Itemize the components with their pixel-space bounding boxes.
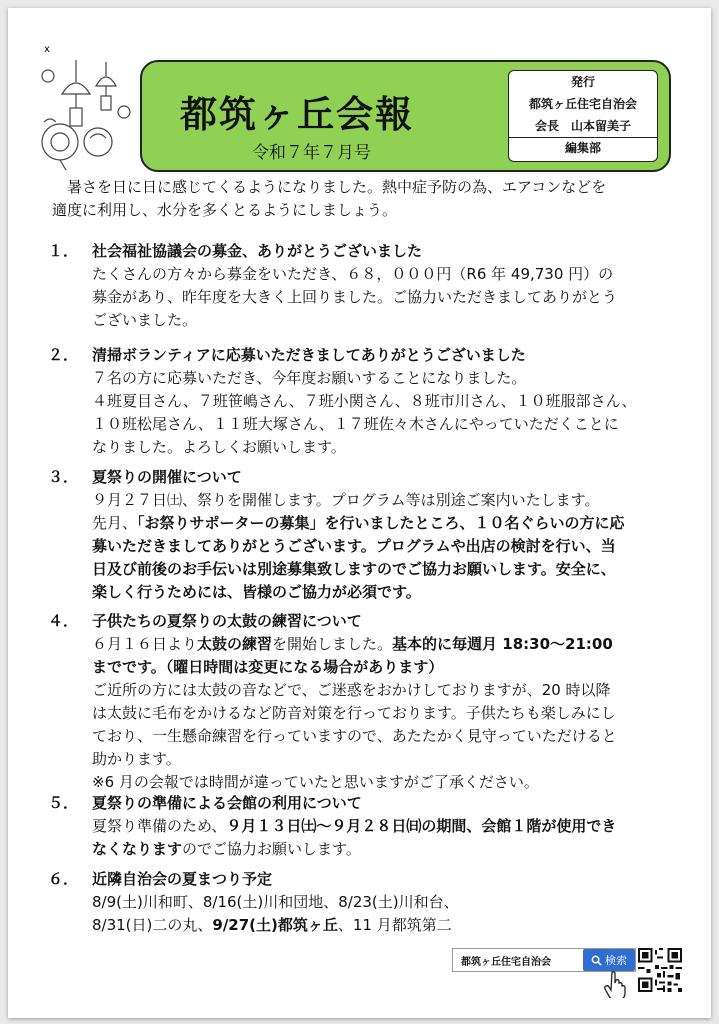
- masthead: [140, 60, 671, 172]
- section-line: [92, 914, 688, 937]
- section-line: 8/9(土)川和町、8/16(土)川和団地、8/23(土)川和台、: [92, 893, 459, 911]
- section-line: [92, 815, 688, 838]
- bold-text: 太鼓の練習: [197, 635, 273, 653]
- section-5: [48, 792, 688, 861]
- bold-text: 9/27(土)都筑ヶ丘: [212, 916, 338, 934]
- section-line: [92, 633, 688, 656]
- publisher-label: 発行: [570, 75, 595, 89]
- section-line: は太鼓に毛布をかけるなど防音対策を行っております。子供たちも楽しみにし: [92, 704, 616, 722]
- section-title: 清掃ボランティアに応募いただきましてありがとうございました: [92, 346, 526, 364]
- section-line: なりました。よろしくお願いします。: [92, 438, 346, 456]
- search-button[interactable]: [583, 949, 635, 971]
- magnifier-icon: [591, 955, 602, 966]
- issue-date: 令和７年７月号: [252, 143, 371, 163]
- section-6: [48, 868, 688, 937]
- section-line: ４班夏目さん、７班笹嶋さん、７班小関さん、８班市川さん、１０班服部さん、: [92, 392, 637, 410]
- text-run: 夏祭り準備のため、: [92, 817, 227, 835]
- section-number: ５．: [48, 794, 79, 812]
- bold-line: までです。（曜日時間は変更になる場合があります）: [92, 658, 444, 676]
- intro-line: 暑さを日に日に感じてくるようになりました。熱中症予防の為、エアコンなどを: [67, 178, 607, 196]
- section-title: 子供たちの夏祭りの太鼓の練習について: [92, 612, 362, 630]
- chair-name: 会長 山本留美子: [534, 119, 631, 133]
- text-run: 8/31(日)二の丸、: [92, 916, 213, 934]
- editor-label: 編集部: [509, 137, 657, 159]
- section-line: ９月２７日㈯、祭りを開催します。プログラム等は別途ご案内いたします。: [92, 491, 600, 509]
- newsletter-title: 都筑ヶ丘会報: [180, 93, 414, 136]
- section-number: １．: [48, 242, 79, 260]
- section-title: 夏祭りの開催について: [92, 468, 242, 486]
- bold-line: 募いただきましてありがとうございます。プログラムや出店の検討を行い、当: [92, 537, 616, 555]
- text-run: 、11 月都筑第二: [337, 916, 452, 934]
- section-line: ており、一生懸命練習を行っていますので、あたたかく見守っていただけると: [92, 727, 617, 745]
- section-line: ７名の方に応募いただき、今年度お願いすることになりました。: [92, 369, 527, 387]
- bold-text: なくなります: [92, 840, 183, 858]
- section-line: [92, 512, 688, 535]
- section-line: ございました。: [92, 311, 198, 329]
- section-line: ご近所の方には太鼓の音などで、ご迷惑をおかけしておりますが、20 時以降: [92, 681, 611, 699]
- text-run: を開始しました。: [272, 635, 393, 653]
- section-line: 助かります。: [92, 750, 181, 768]
- section-line: たくさんの方々から募金をいただき、６８，０００円（R6 年 49,730 円）の: [92, 265, 614, 283]
- newsletter-page: [8, 8, 711, 1018]
- bold-text: 「お祭りサポーターの募集」を行いましたところ、１０名ぐらいの方に応: [137, 514, 625, 532]
- section-1: [48, 240, 688, 332]
- section-title: 近隣自治会の夏まつり予定: [92, 870, 273, 888]
- wind-chime-illustration: [36, 42, 136, 172]
- section-number: ４．: [48, 612, 79, 630]
- corner-mark: x: [44, 44, 50, 55]
- bold-text: 基本的に毎週月 18:30～21:00: [392, 635, 613, 653]
- bold-line: 楽しく行うためには、皆様のご協力が必須です。: [92, 583, 421, 601]
- section-number: ２．: [48, 346, 79, 364]
- hand-pointer-icon: [604, 970, 628, 998]
- section-line: ※6 月の会報では時間が違っていたと思いますがご了承ください。: [92, 773, 539, 791]
- intro-line: 適度に利用し、水分を多くとるようにしましょう。: [52, 201, 398, 219]
- text-run: のでご協力お願いします。: [182, 840, 361, 858]
- publisher-org: 都筑ヶ丘住宅自治会: [528, 97, 637, 111]
- section-line: [92, 838, 688, 861]
- section-title: 夏祭りの準備による会館の利用について: [92, 794, 362, 812]
- text-run: ６月１６日より: [92, 635, 198, 653]
- intro-paragraph: [52, 176, 682, 222]
- search-bar[interactable]: [452, 948, 636, 972]
- section-title: 社会福祉協議会の募金、ありがとうございました: [92, 242, 423, 260]
- bold-text: ９月１３日㈯～９月２８日㈰の期間、会館１階が使用でき: [226, 817, 617, 835]
- section-number: ６．: [48, 870, 79, 888]
- section-line: １０班松尾さん、１１班大塚さん、１７班佐々木さんにやっていただくことに: [92, 415, 619, 433]
- text-run: 先月、: [92, 514, 138, 532]
- section-4: [48, 610, 688, 794]
- section-3: [48, 466, 688, 604]
- section-number: ３．: [48, 468, 79, 486]
- bold-line: 日及び前後のお手伝いは別途募集致しますのでご協力お願いします。安全に、: [92, 560, 616, 578]
- search-button-label: 検索: [605, 954, 627, 967]
- qr-code-icon: [638, 948, 682, 992]
- search-query-text[interactable]: 都筑ヶ丘住宅自治会: [461, 956, 551, 968]
- section-2: [48, 344, 688, 459]
- publisher-box: [508, 70, 658, 162]
- section-line: 募金があり、昨年度を大きく上回りました。ご協力いただきましてありがとう: [92, 288, 618, 306]
